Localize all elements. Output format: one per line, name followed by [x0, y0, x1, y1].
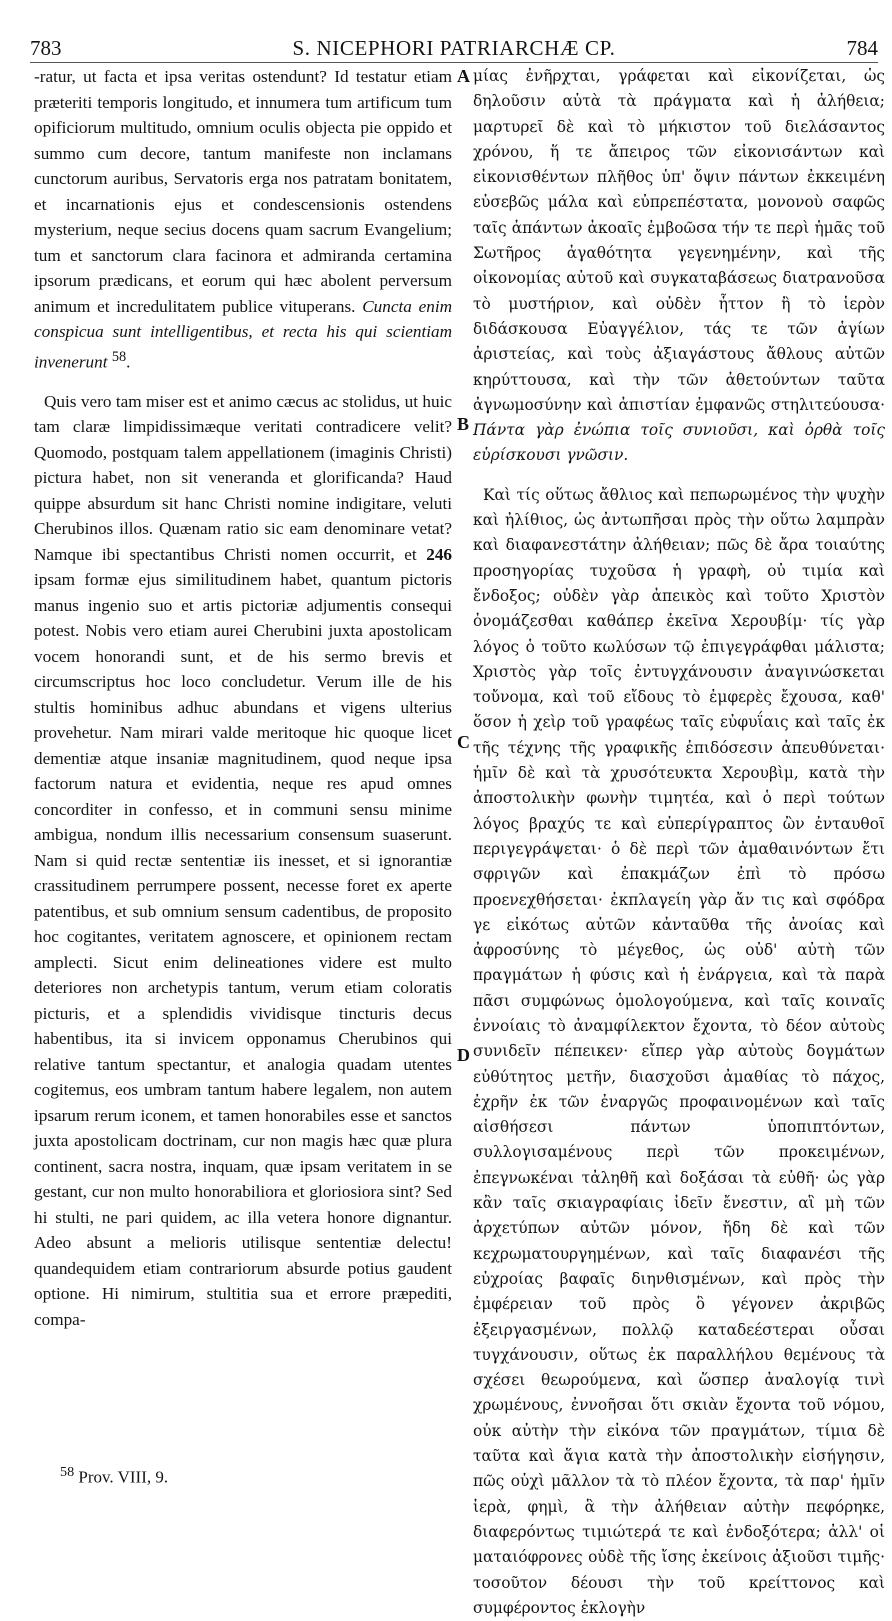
- section-marker-a: A: [457, 66, 470, 86]
- latin-paragraph-2: [34, 389, 452, 1333]
- edition-page-number: 246: [426, 544, 452, 564]
- footnote-reference: 58: [111, 348, 127, 365]
- latin-paragraph-2-text-b: ipsam formæ ejus similitudinem habet, quantum pictoris manus ingenio suo et artis pictoriæ adjumentis consequi potest. Nobis vero etiam aurei Cherubini juxta apostolicam vocem honorandi sunt, et de his sermo brevis et circumscriptus hoc loco concludetur. Verum ille de his stultis hominibus adhuc abundans et vigens ulterius provehetur. Nam mirari valde meritoque hic quoque licet dementiæ atque insaniæ magnitudinem, quod neque ipsa factorum natura et evidentia, neque res apud omnes concorditer in confesso, et in communi sensu minime ambigua, nondum illis necessarium consensum suaserunt. Nam si quid rectæ sententiæ iis inesset, et si ignorantiæ crassitudinem perrumpere possent, necesse foret ex aperte patentibus, et sub omnium sensum cadentibus, de proposito hoc cogitantes, veritatem agnoscere, et opinionem rectam amplecti. Sicut enim delineationes videre est multo deteriores non archetypis tantum, verum etiam coloratis picturis, et a splendidis vividisque tincturis decus habentibus, ita si invicem opponamus Cherubinos qui relative tantum spectantur, et analogia quadam utentes cogitemus, eos umbram tantum habere legalem, non autem ipsarum rerum iconem, et tamen honorabiles esse et sanctos juxta apostolicam doctrinam, cur non magis hæc quæ plura continent, sacra nostra, inquam, quæ ipsam veritatem in se gestant, cur non multo honorabiliora et gloriosiora sint? Sed hi stulti, ne pari quidem, ac illa vetera honore dignantur. Adeo absunt a melioris utilisque sententiæ delectu! quandequidem etiam contrariorum absurde potius gaudent optione. Hi nimirum, stultitia sua et errore præpediti, compa-: [34, 570, 452, 1329]
- page-number-right: 784: [846, 36, 878, 60]
- section-marker-b: B: [457, 414, 470, 434]
- latin-scripture-quote: Cuncta enim conspicua sunt intelligentibus, et recta his qui scientiam invenerunt: [34, 296, 453, 372]
- section-marker-d: D: [457, 1045, 470, 1065]
- latin-paragraph-1: -ratur, ut facta et ipsa veritas ostendunt? Id testatur etiam præteriti temporis longitudo, et innumera tum artificum tum opificiorum multitudo, omnium oculis objecta pie oppido et summo cum decore, tantum manifeste non inclamans cunctorum auribus, Servatoris erga nos patratam bonitatem, et incarnationis ejus et condescensionis ostendens mysterium, neque secius docens quam sacrum Evangelium; tum et sanctorum clara facinora et admiranda certamina ipsorum prædicans, et eorum qui hæc abolent perversum animum et incredulitatem publice vituperans. Cuncta enim conspicua sunt intelligentibus, et recta his qui scientiam invenerunt $^{58}$.: [34, 67, 453, 372]
- greek-paragraph-1-text: μίας ἐνῆρχται, γράφεται καὶ εἰκονίζεται, ὡς δηλοῦσιν αὐτὰ τὰ πράγματα καὶ ἡ ἀλήθεια; μαρτυρεῖ δὲ καὶ τὸ μήκιστον τοῦ διελάσαντος χρόνου, ἥ τε ἄπειρος τῶν εἰκονισάντων καὶ εἰκονισθέντων πλῆθος ὑπ' ὄψιν πάντων ἐκκειμένη εὐσεβῶς μάλα καὶ εὐπρεπέστατα, μονονοὺ σαφῶς ταῖς ἁπάντων ἀκοαῖς ἐμβοῶσα τήν τε περὶ ἡμᾶς τοῦ Σωτῆρος ἀγαθότητα γεγενημένην, καὶ τῆς οἰκονομίας αὐτοῦ καὶ συγκαταβάσεως διατρανοῦσα τὸ μυστήριον, καὶ οὐδὲν ἧττον ἢ τὸ ἱερὸν διδάσκουσα Εὐαγγέλιον, τάς τε τῶν ἁγίων ἀριστείας, καὶ τοὺς ἀξιαγάστους ἄθλους αὐτῶν κηρύττουσα, καὶ τὴν τῶν ἀθετούντων ταῦτα ἀγνωμοσύνην καὶ ἀπιστίαν ἐμφανῶς στηλιτεύουσα·: [473, 67, 885, 414]
- running-title: S. NICEPHORI PATRIARCHÆ CP.: [292, 36, 616, 60]
- footnote-number: 58: [60, 1464, 75, 1480]
- greek-paragraph-2: Καὶ τίς οὕτως ἄθλιος καὶ πεπωρωμένος τὴν ψυχὴν καὶ ἠλίθιος, ὡς ἀντωπῆσαι πρὸς τὴν οὕτω λαμπρὰν καὶ διαφανεστάτην ἀλήθειαν; πῶς δὲ ἄρα τοιαύτης προσηγορίας τυχοῦσα ἡ γραφὴ, οὐ τιμία καὶ ἔνδοξος; οὐδὲν γὰρ ἀπεικὸς καὶ τοῦτο Χριστὸν ὀνομάζεσθαι καθάπερ ἐκεῖνα Χερουβίμ· τίς γὰρ λόγος ὁ τοῦτο κωλύσων τῷ ἐπιγεγράφθαι μάλιστα; Χριστὸς γὰρ τοῖς ἐντυγχάνουσιν ἀναγινώσκεται τοὔνομα, καὶ τοῦ εἴδους τὸ ἐμφερὲς ἔχουσα, καθ' ὅσον ἡ χεὶρ τοῦ γραφέως ταῖς εὐφυΐαις καὶ ταῖς ἐκ τῆς τέχνης τῆς γραφικῆς ἐπιδόσεσιν ἀπευθύνεται· ἡμῖν δὲ καὶ τὰ χρυσότευκτα Χερουβὶμ, κατὰ τὴν ἀποστολικὴν φωνὴν τιμητέα, καὶ ὁ περὶ τούτων λόγος βραχύς τε καὶ εὐπερίγραπτος ὢν ἐνταυθοῖ περιγεγράψεται· ὁ δὲ περὶ τῶν ἀμαθαινόντων ἔτι σφριγῶν καὶ ἐπακμάζων ἐπὶ τὸ πρόσω προενεχθήσεται· ἐκπλαγείη γὰρ ἄν τις καὶ σφόδρα γε εἰκότως αὐτῶν κἀνταῦθα τῆς ἀνοίας καὶ ἀφροσύνης τὸ μέγεθος, ὡς οὐδ' αὐτὴ τῶν πραγμάτων ἡ φύσις καὶ ἡ ἐνάργεια, καὶ τὰ παρὰ πᾶσι συμφώνως ὁμολογούμενα, καὶ ταῖς κοιναῖς ἐννοίαις τὸ ἀναμφίλεκτον ἔχοντα, τὸ δέον αὐτοὺς συνιδεῖν πέπεικεν· εἴπερ γὰρ αὐτοὺς δογμάτων εὐθύτητος μετῆν, διασχοῦσι ἀμαθίας τὸ πάχος, ἐχρῆν ἐκ τῶν ἐναργῶς προφαινομένων καὶ ταῖς αἰσθήσεσι πάντων ὑποπιπτόντων, συλλογισαμένους περὶ τῶν προκειμένων, ἐπεγνωκέναι τἀληθῆ καὶ δοξάσαι τὰ εὐθῆ· ὡς γὰρ κἂν ταῖς σκιαγραφίαις ἰδεῖν ἔνεστιν, αἳ μὴ τῶν ἀρχετύπων αὐτῶν μόνον, ἤδη δὲ καὶ τῶν κεχρωματουργημένων, καὶ ταῖς διαφανέσι τῆς εὐχροίας βαφαῖς διηνθισμένων, καὶ πρὸς τὴν ἐμφέρειαν τοῦ πρὸς ὃ γέγονεν ἀκριβῶς ἐξειργασμένων, πολλῷ καταδεέστεραι οὖσαι τυγχάνουσιν, οὕτως ἐκ παραλλήλου θεμένους τὰ σχέσει θεωρούμενα, καὶ ὥσπερ ἀναλογίᾳ τινὶ χρωμένους, ἐννοῆσαι ὅτι σκιὰν ἔχοντα τοῦ νόμου, οὐκ αὐτὴν τὴν εἰκόνα τῶν πραγμάτων, τίμια δὲ ταῦτα καὶ ἅγια κατὰ τὴν ἀποστολικὴν εἰσήγησιν, πῶς οὐχὶ μᾶλλον τὰ τὸ πλέον ἔχοντα, τὰ παρ' ἡμῖν ἱερὰ, φημὶ, ἃ τὴν ἀλήθειαν αὐτὴν πεφόρηκε, διαφερόντως τιμιώτερά τε καὶ ἐνδοξότερα; ἀλλ' οἱ ματαιόφρονες οὐδὲ τῆς ἴσης ἐκείνοις ἀξιοῦσι τιμῆς· τοσοῦτον δέουσι τὴν τοῦ κρείττονος καὶ συμφέροντος ἐκλογὴν: [473, 485, 885, 1617]
- greek-paragraph-1: [473, 64, 885, 469]
- greek-scripture-quote: Πάντα γὰρ ἐνώπια τοῖς συνιοῦσι, καὶ ὀρθὰ τοῖς εὑρίσκουσι γνῶσιν.: [473, 421, 885, 465]
- greek-column: [473, 64, 885, 1621]
- header-rule: [30, 62, 878, 63]
- latin-paragraph-1-text: -ratur, ut facta et ipsa veritas ostendunt? Id testatur etiam præteriti temporis longitudo, et innumera tum artificum tum opificiorum multitudo, omnium oculis objecta pie oppido et summo cum decore, tantum manifeste non inclamans cunctorum auribus, Servatoris erga nos patratam bonitatem, et incarnationis ejus et condescensionis ostendens mysterium, neque secius docens quam sacrum Evangelium; tum et sanctorum clara facinora et admiranda certamina ipsorum prædicans, et eorum qui hæc abolent perversum animum et incredulitatem publice vituperans.: [34, 67, 452, 316]
- footnote: [60, 1464, 168, 1488]
- latin-paragraph-2-text-a: Quis vero tam miser est et animo cæcus ac stolidus, ut huic tam claræ limpidissimæque veritati contradicere velit? Quomodo, postquam talem appellationem (imaginis Christi) pictura habet, non sit veneranda et glorificanda? Haud quippe absurdum sit hanc Christi nomine indigitare, veluti Cherubinos illos. Quænam ratio sic eam denominare vetat? Namque ibi spectantibus Christi nomen occurrit, et: [34, 391, 452, 564]
- footnote-text: Prov. VIII, 9.: [78, 1467, 169, 1487]
- page-header: [30, 36, 878, 64]
- latin-column: [34, 64, 452, 1332]
- section-marker-c: C: [457, 732, 470, 752]
- page-number-left: 783: [30, 36, 62, 60]
